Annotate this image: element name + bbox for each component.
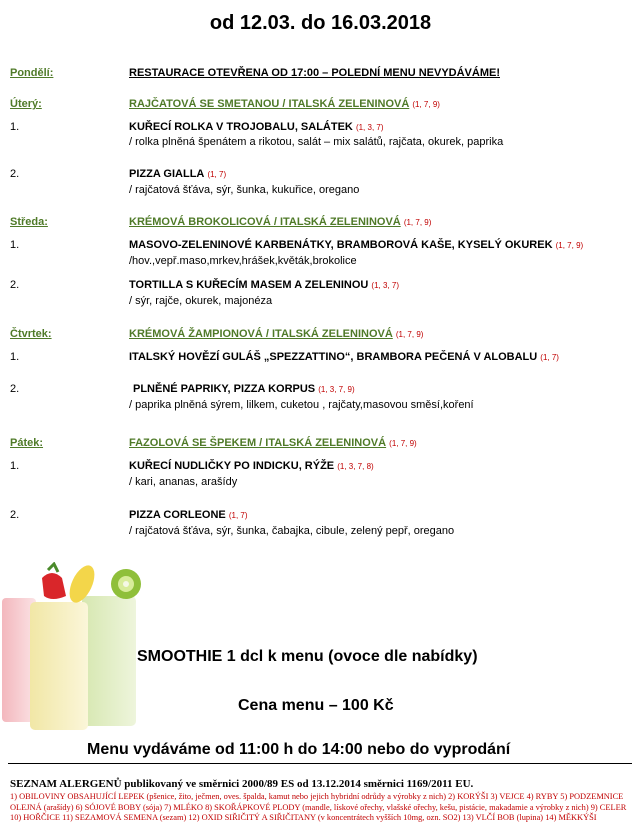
thursday-meal-1: ITALSKÝ HOVĚZÍ GULÁŠ „SPEZZATTINO“, BRAMBORA PEČENÁ V ALOBALU (1, 7) xyxy=(129,351,559,363)
menu-number: 1. xyxy=(10,351,20,363)
thursday-soup: KRÉMOVÁ ŽAMPIONOVÁ / ITALSKÁ ZELENINOVÁ (1, 7, 9) xyxy=(129,328,424,340)
smoothie-glasses-illustration xyxy=(0,562,148,732)
day-label-wednesday: Středa: xyxy=(10,216,48,228)
menu-number: 2. xyxy=(10,168,20,180)
menu-number: 2. xyxy=(10,383,20,395)
friday-meal-1: KUŘECÍ NUDLIČKY PO INDICKU, RÝŽE (1, 3, 7, 8) xyxy=(129,460,374,472)
thursday-meal-2: PLNĚNÉ PAPRIKY, PIZZA KORPUS (1, 3, 7, 9) xyxy=(133,383,355,395)
day-label-monday: Pondělí: xyxy=(10,67,54,79)
menu-number: 1. xyxy=(10,121,20,133)
tuesday-meal-1-desc: / rolka plněná špenátem a rikotou, salát – mix salátů, rajčata, okurek, paprika xyxy=(129,136,504,148)
wednesday-meal-1-desc: /hov.,vepř.maso,mrkev,hrášek,květák,brokolice xyxy=(129,255,357,267)
menu-number: 1. xyxy=(10,460,20,472)
tuesday-soup: RAJČATOVÁ SE SMETANOU / ITALSKÁ ZELENINOVÁ (1, 7, 9) xyxy=(129,98,440,110)
smoothie-offer: SMOOTHIE 1 dcl k menu (ovoce dle nabídky) xyxy=(137,648,478,665)
allergen-list-title: SEZNAM ALERGENŮ publikovaný ve směrnici 2000/89 ES od 13.12.2014 směrnici 1169/2011 EU. xyxy=(10,778,474,790)
allergen-list: 1) OBILOVINY OBSAHUJÍCÍ LEPEK (pšenice, žito, ječmen, oves. špalda, kamut nebo jejich hybridní odrůdy a výrobky z nich) 2) KORÝŠI 3) VEJCE 4) RYBY 5) PODZEMNICE OLEJNÁ (arašídy) 6) SÓJOVÉ BOBY (sója) 7) MLÉKO 8) SKOŘÁPKOVÉ PLODY (mandle, lískové ořechy, vlašské ořechy, kešu, pistácie, makadamie a výrobky z nich) 9) CELER 10) HOŘČICE 11) SEZAMOVÁ SEMENA (sezam) 12) OXID SIŘIČITÝ A SIŘIČITANY (v koncentrátech vyšších 10mg, ozn. SO2) 13) VLČÍ BOB (lupina) 14) MĚKKÝŠI xyxy=(10,792,627,822)
wednesday-soup: KRÉMOVÁ BROKOLICOVÁ / ITALSKÁ ZELENINOVÁ (1, 7, 9) xyxy=(129,216,432,228)
divider-line xyxy=(8,763,632,764)
day-label-thursday: Čtvrtek: xyxy=(10,328,52,340)
wednesday-meal-1: MASOVO-ZELENINOVÉ KARBENÁTKY, BRAMBOROVÁ KAŠE, KYSELÝ OKUREK (1, 7, 9) xyxy=(129,239,584,251)
menu-number: 2. xyxy=(10,509,20,521)
friday-soup: FAZOLOVÁ SE ŠPEKEM / ITALSKÁ ZELENINOVÁ (1, 7, 9) xyxy=(129,437,417,449)
wednesday-meal-2-desc: / sýr, rajče, okurek, majonéza xyxy=(129,295,273,307)
menu-number: 2. xyxy=(10,279,20,291)
tuesday-meal-2-desc: / rajčatová šťáva, sýr, šunka, kukuřice, oregano xyxy=(129,184,360,196)
tuesday-meal-2: PIZZA GIALLA (1, 7) xyxy=(129,168,227,180)
thursday-meal-2-desc: / paprika plněná sýrem, lilkem, cuketou , rajčaty,masovou směsí,koření xyxy=(129,399,474,411)
friday-meal-1-desc: / kari, ananas, arašídy xyxy=(129,476,238,488)
menu-number: 1. xyxy=(10,239,20,251)
friday-meal-2: PIZZA CORLEONE (1, 7) xyxy=(129,509,248,521)
monday-note: RESTAURACE OTEVŘENA OD 17:00 – POLEDNÍ MENU NEVYDÁVÁME! xyxy=(129,67,500,79)
tuesday-meal-1: KUŘECÍ ROLKA V TROJOBALU, SALÁTEK (1, 3, 7) xyxy=(129,121,384,133)
day-label-friday: Pátek: xyxy=(10,437,44,449)
page-title: od 12.03. do 16.03.2018 xyxy=(209,12,432,34)
serving-hours: Menu vydáváme od 11:00 h do 14:00 nebo do vyprodání xyxy=(87,741,511,758)
friday-meal-2-desc: / rajčatová šťáva, sýr, šunka, čabajka, cibule, zelený pepř, oregano xyxy=(129,525,455,537)
wednesday-meal-2: TORTILLA S KUŘECÍM MASEM A ZELENINOU (1, 3, 7) xyxy=(129,279,399,291)
day-label-tuesday: Úterý: xyxy=(10,98,42,110)
menu-price: Cena menu – 100 Kč xyxy=(238,697,394,714)
